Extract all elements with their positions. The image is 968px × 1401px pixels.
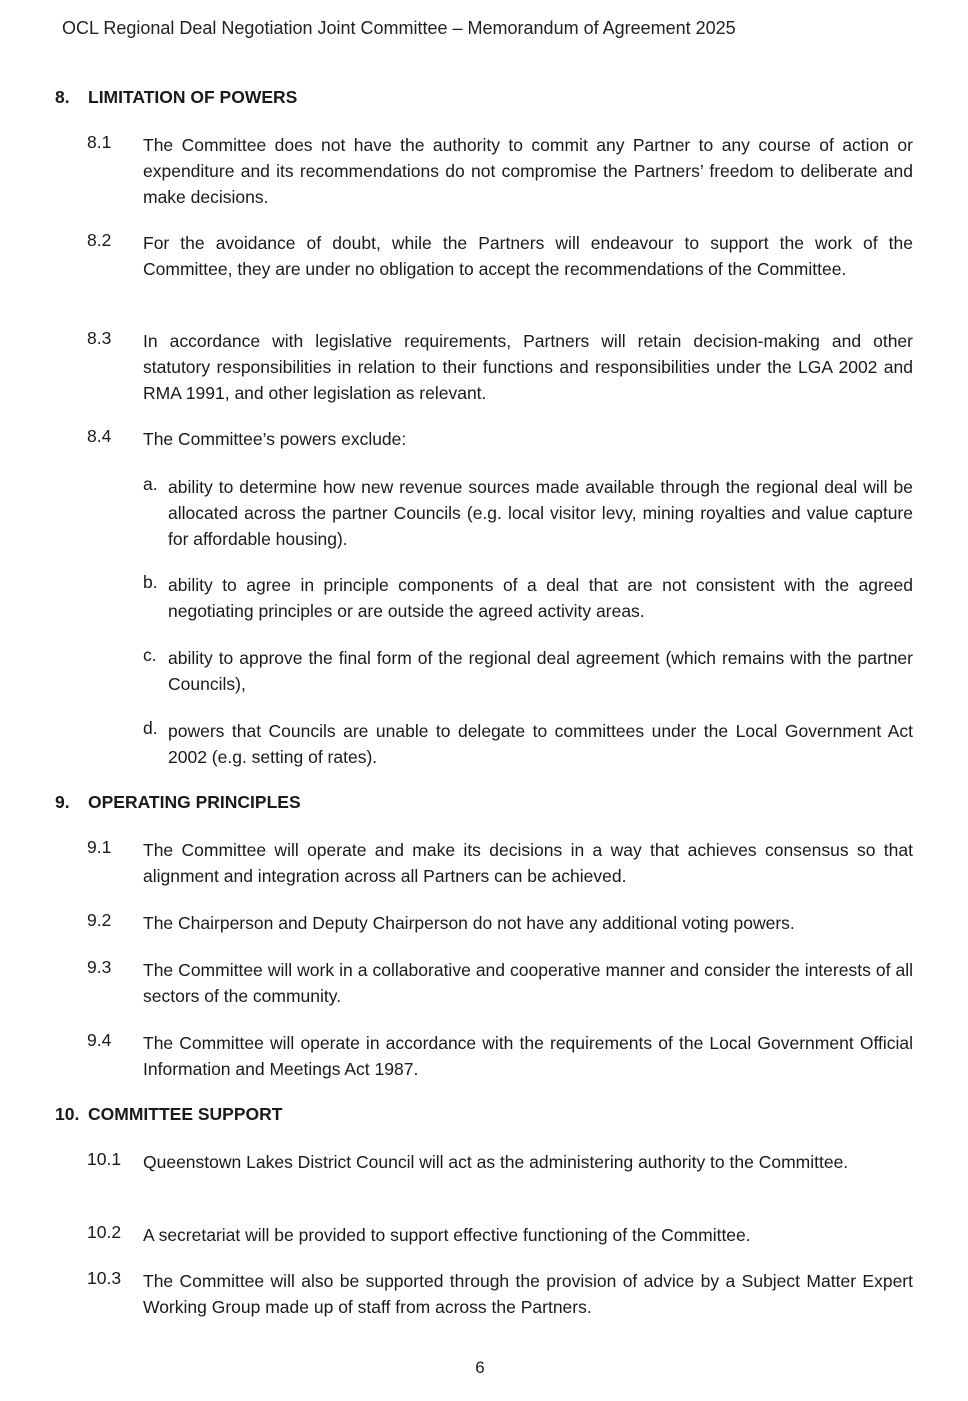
- section-heading-10: [55, 1104, 282, 1125]
- clause-number: 9.2: [87, 910, 112, 930]
- clause-text: The Committee will operate and make its decisions in a way that achieves consensus so that alignment and integration across all Partners can be achieved.: [143, 840, 913, 886]
- clause-text: For the avoidance of doubt, while the Partners will endeavour to support the work of the Committee, they are under no obligation to accept the recommendations of the Committee.: [143, 233, 913, 279]
- clause-8-1: [87, 132, 913, 210]
- section-number: 10.: [55, 1104, 80, 1124]
- section-heading-9: [55, 792, 301, 813]
- subitem-letter: b.: [143, 572, 158, 592]
- clause-8-3: [87, 328, 913, 406]
- subitem-d: [143, 718, 913, 770]
- subitem-a: [143, 474, 913, 552]
- clause-9-2: [87, 910, 913, 936]
- clause-number: 8.4: [87, 426, 112, 446]
- clause-9-3: [87, 957, 913, 1009]
- page-number: 6: [475, 1358, 485, 1377]
- clause-text: The Committee will also be supported through the provision of advice by a Subject Matter Expert Working Group made up of staff from across the Partners.: [143, 1271, 913, 1317]
- subitem-text: ability to determine how new revenue sources made available through the regional deal will be allocated across the partner Councils (e.g. local visitor levy, mining royalties and value capture for affordable housing).: [168, 477, 913, 549]
- subitem-letter: c.: [143, 645, 157, 665]
- clause-text: The Committee will operate in accordance with the requirements of the Local Government Official Information and Meetings Act 1987.: [143, 1033, 913, 1079]
- clause-number: 10.2: [87, 1222, 122, 1242]
- clause-10-1: [87, 1149, 913, 1175]
- clause-number: 8.1: [87, 132, 112, 152]
- clause-9-4: [87, 1030, 913, 1082]
- clause-10-2: [87, 1222, 913, 1248]
- subitem-c: [143, 645, 913, 697]
- clause-number: 8.2: [87, 230, 112, 250]
- clause-text: The Committee’s powers exclude:: [143, 429, 407, 449]
- section-title: COMMITTEE SUPPORT: [88, 1104, 283, 1124]
- subitem-b: [143, 572, 913, 624]
- clause-number: 9.4: [87, 1030, 112, 1050]
- document-header: OCL Regional Deal Negotiation Joint Committee – Memorandum of Agreement 2025: [62, 18, 736, 38]
- subitem-letter: a.: [143, 474, 158, 494]
- clause-text: A secretariat will be provided to support effective functioning of the Committee.: [143, 1225, 751, 1245]
- section-title: OPERATING PRINCIPLES: [88, 792, 301, 812]
- section-number: 8.: [55, 87, 70, 107]
- clause-10-3: [87, 1268, 913, 1320]
- section-number: 9.: [55, 792, 70, 812]
- clause-8-4: [87, 426, 913, 452]
- clause-9-1: [87, 837, 913, 889]
- clause-number: 10.1: [87, 1149, 122, 1169]
- clause-text: The Chairperson and Deputy Chairperson do not have any additional voting powers.: [143, 913, 795, 933]
- subitem-letter: d.: [143, 718, 158, 738]
- clause-number: 9.3: [87, 957, 112, 977]
- clause-text: The Committee will work in a collaborative and cooperative manner and consider the interests of all sectors of the community.: [143, 960, 913, 1006]
- clause-text: Queenstown Lakes District Council will act as the administering authority to the Committee.: [143, 1152, 849, 1172]
- clause-text: The Committee does not have the authority to commit any Partner to any course of action or expenditure and its recommendations do not compromise the Partners’ freedom to deliberate and make decisions.: [143, 135, 913, 207]
- clause-number: 8.3: [87, 328, 112, 348]
- clause-number: 9.1: [87, 837, 112, 857]
- section-title: LIMITATION OF POWERS: [88, 87, 298, 107]
- subitem-text: ability to agree in principle components of a deal that are not consistent with the agreed negotiating principles or are outside the agreed activity areas.: [168, 575, 913, 621]
- clause-number: 10.3: [87, 1268, 122, 1288]
- subitem-text: powers that Councils are unable to delegate to committees under the Local Government Act 2002 (e.g. setting of rates).: [168, 721, 913, 767]
- subitem-text: ability to approve the final form of the regional deal agreement (which remains with the partner Councils),: [168, 648, 913, 694]
- clause-text: In accordance with legislative requirements, Partners will retain decision-making and other statutory responsibilities in relation to their functions and responsibilities under the LGA 2002 and RMA 1991, and other legislation as relevant.: [143, 331, 913, 403]
- clause-8-2: [87, 230, 913, 282]
- section-heading-8: [55, 87, 297, 108]
